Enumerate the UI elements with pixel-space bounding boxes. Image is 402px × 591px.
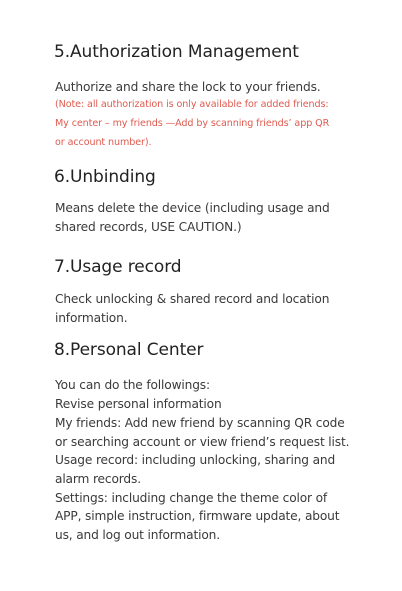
- authorization-note-line: My center – my friends —Add by scanning friends’ app QR: [55, 118, 330, 129]
- section-title-usage-record: 7.Usage record: [54, 257, 182, 277]
- personal-center-body-line: APP, simple instruction, firmware update, about: [55, 509, 340, 523]
- section-title-authorization: 5.Authorization Management: [54, 42, 299, 62]
- personal-center-body-line: You can do the followings:: [55, 378, 210, 392]
- section-title-personal-center: 8.Personal Center: [54, 340, 204, 360]
- authorization-note-line: or account number).: [55, 137, 152, 148]
- personal-center-body-line: us, and log out information.: [55, 528, 220, 542]
- authorization-note-line: (Note: all authorization is only available for added friends:: [55, 99, 329, 110]
- personal-center-body-line: Settings: including change the theme color of: [55, 491, 328, 505]
- authorization-body-line: Authorize and share the lock to your friends.: [55, 80, 321, 94]
- personal-center-body-line: or searching account or view friend’s request list.: [55, 435, 350, 449]
- personal-center-body-line: Usage record: including unlocking, sharing and: [55, 453, 336, 467]
- section-title-unbinding: 6.Unbinding: [54, 167, 156, 187]
- usage-record-body-line: information.: [55, 311, 128, 325]
- personal-center-body-line: Revise personal information: [55, 397, 222, 411]
- unbinding-body-line: Means delete the device (including usage and: [55, 201, 330, 215]
- usage-record-body-line: Check unlocking & shared record and location: [55, 292, 330, 306]
- unbinding-body-line: shared records, USE CAUTION.): [55, 220, 242, 234]
- personal-center-body-line: My friends: Add new friend by scanning QR code: [55, 416, 345, 430]
- personal-center-body-line: alarm records.: [55, 472, 141, 486]
